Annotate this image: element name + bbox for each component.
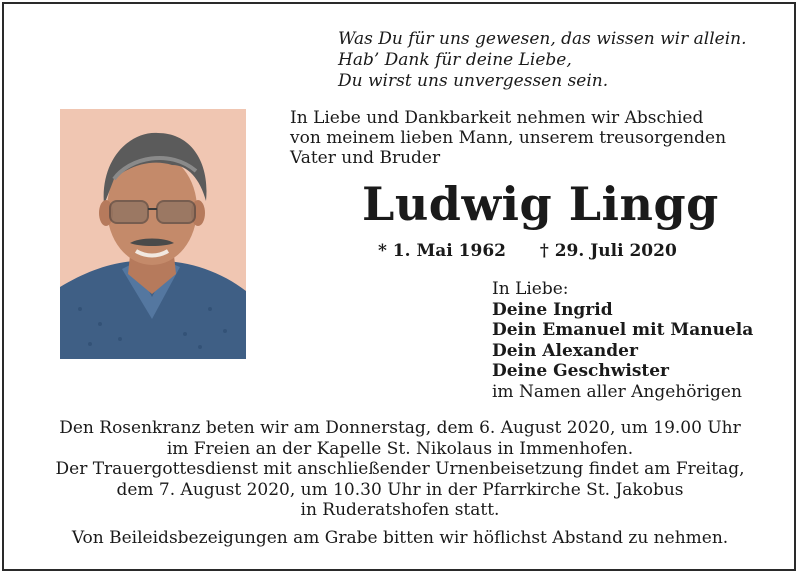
farewell-intro <box>290 108 760 168</box>
service-line: Der Trauergottesdienst mit anschließender Urnenbeisetzung findet am Freitag, <box>55 459 745 479</box>
portrait-photo <box>60 109 246 359</box>
service-line: dem 7. August 2020, um 10.30 Uhr in der Pfarrkirche St. Jakobus <box>116 479 684 500</box>
intro-line: In Liebe und Dankbarkeit nehmen wir Abschied <box>290 108 704 128</box>
service-details <box>40 418 760 521</box>
intro-line: von meinem lieben Mann, unserem treusorgenden <box>290 128 727 148</box>
family-member: Dein Alexander <box>492 340 638 361</box>
family-intro: In Liebe: <box>492 279 569 299</box>
portrait-photo-icon <box>60 109 246 359</box>
poem-line: Was Du für uns gewesen, das wissen wir allein. <box>338 29 747 49</box>
closing-note: Von Beileidsbezeigungen am Grabe bitten wir höflichst Abstand zu nehmen. <box>71 528 729 548</box>
service-line: im Freien an der Kapelle St. Nikolaus in Immenhofen. <box>166 438 634 459</box>
death-date: † 29. Juli 2020 <box>539 241 677 261</box>
life-dates <box>378 240 677 262</box>
family-member: Deine Geschwister <box>492 361 670 381</box>
intro-line: Vater und Bruder <box>290 148 441 168</box>
service-line: in Ruderatshofen statt. <box>300 500 500 520</box>
memorial-poem <box>338 29 778 92</box>
mourning-family <box>492 279 792 402</box>
family-outro: im Namen aller Angehörigen <box>492 381 742 402</box>
family-member: Dein Emanuel mit Manuela <box>492 320 754 340</box>
family-member: Deine Ingrid <box>492 299 613 320</box>
service-line: Den Rosenkranz beten wir am Donnerstag, dem 6. August 2020, um 19.00 Uhr <box>59 418 741 438</box>
deceased-name: Ludwig Lingg <box>362 177 719 231</box>
poem-line: Du wirst uns unvergessen sein. <box>338 71 609 91</box>
birth-date: * 1. Mai 1962 <box>378 241 506 261</box>
poem-line: Hab’ Dank für deine Liebe, <box>338 50 572 70</box>
